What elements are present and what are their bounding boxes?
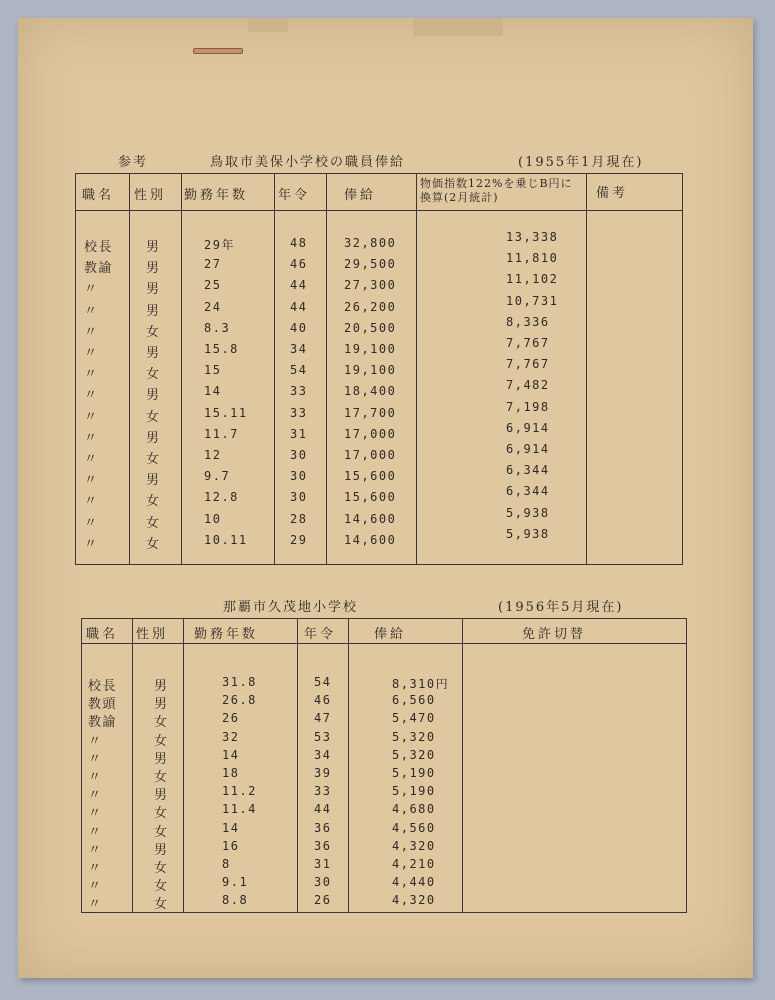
cell-converted: 10,731 <box>506 294 559 308</box>
cell-years: 18 <box>222 766 240 780</box>
header-post: 職名 <box>82 188 115 203</box>
cell-age: 33 <box>314 784 332 798</box>
cell-converted: 7,198 <box>506 400 550 414</box>
cell-years: 8 <box>222 857 231 871</box>
cell-salary: 5,190 <box>392 766 436 780</box>
cell-post: 〃 <box>88 770 103 785</box>
cell-salary: 15,600 <box>344 490 397 504</box>
cell-age: 46 <box>290 257 308 271</box>
cell-salary: 15,600 <box>344 469 397 483</box>
cell-post: 教諭 <box>84 261 114 276</box>
cell-years: 8.8 <box>222 893 249 907</box>
cell-post: 〃 <box>84 282 99 297</box>
cell-post: 〃 <box>84 431 99 446</box>
cell-salary: 14,600 <box>344 512 397 526</box>
cell-converted: 6,914 <box>506 421 550 435</box>
cell-salary: 17,000 <box>344 448 397 462</box>
cell-sex: 女 <box>154 861 169 876</box>
cell-converted: 8,336 <box>506 315 550 329</box>
header-age: 年令 <box>278 188 311 203</box>
cell-salary: 5,320 <box>392 748 436 762</box>
cell-years: 15 <box>204 363 222 377</box>
cell-sex: 女 <box>154 770 169 785</box>
cell-age: 31 <box>290 427 308 441</box>
cell-post: 〃 <box>88 806 103 821</box>
cell-years: 14 <box>222 748 240 762</box>
table2-title: 那覇市久茂地小学校 <box>223 600 359 615</box>
cell-converted: 7,767 <box>506 357 550 371</box>
cell-years: 29年 <box>204 238 235 252</box>
cell-sex: 男 <box>146 304 161 319</box>
cell-salary: 4,440 <box>392 875 436 889</box>
table2-date: (1956年5月現在) <box>498 600 624 615</box>
cell-salary: 26,200 <box>344 300 397 314</box>
column-divider <box>132 619 133 912</box>
cell-age: 34 <box>314 748 332 762</box>
cell-converted: 7,482 <box>506 378 550 392</box>
cell-sex: 女 <box>146 325 161 340</box>
cell-years: 26 <box>222 711 240 725</box>
cell-converted: 5,938 <box>506 506 550 520</box>
cell-sex: 女 <box>154 734 169 749</box>
column-divider <box>586 174 587 564</box>
cell-sex: 女 <box>154 715 169 730</box>
cell-years: 24 <box>204 300 222 314</box>
cell-salary: 32,800 <box>344 236 397 250</box>
cell-salary: 19,100 <box>344 342 397 356</box>
cell-post: 〃 <box>88 788 103 803</box>
cell-age: 44 <box>290 300 308 314</box>
cell-converted: 6,344 <box>506 484 550 498</box>
cell-age: 29 <box>290 533 308 547</box>
cell-age: 53 <box>314 730 332 744</box>
column-divider <box>462 619 463 912</box>
column-divider <box>297 619 298 912</box>
cell-sex: 男 <box>154 843 169 858</box>
cell-salary: 20,500 <box>344 321 397 335</box>
column-divider <box>129 174 130 564</box>
cell-salary: 19,100 <box>344 363 397 377</box>
cell-years: 32 <box>222 730 240 744</box>
cell-post: 校長 <box>88 679 118 694</box>
cell-post: 〃 <box>88 825 103 840</box>
cell-age: 28 <box>290 512 308 526</box>
header-sex: 性別 <box>134 188 167 203</box>
cell-age: 36 <box>314 821 332 835</box>
header-post: 職名 <box>86 627 119 642</box>
cell-salary: 6,560 <box>392 693 436 707</box>
cell-sex: 男 <box>154 697 169 712</box>
cell-sex: 男 <box>146 431 161 446</box>
cell-salary: 4,560 <box>392 821 436 835</box>
header-converted: 物価指数122%を乗じB円に換算(2月統計) <box>420 177 573 204</box>
cell-age: 34 <box>290 342 308 356</box>
cell-sex: 女 <box>146 410 161 425</box>
cell-post: 〃 <box>84 410 99 425</box>
cell-converted: 6,344 <box>506 463 550 477</box>
cell-post: 〃 <box>88 879 103 894</box>
cell-salary: 5,320 <box>392 730 436 744</box>
cell-age: 39 <box>314 766 332 780</box>
cell-years: 10 <box>204 512 222 526</box>
cell-years: 14 <box>222 821 240 835</box>
cell-years: 10.11 <box>204 533 248 547</box>
cell-sex: 男 <box>146 473 161 488</box>
cell-salary: 18,400 <box>344 384 397 398</box>
cell-sex: 男 <box>146 282 161 297</box>
cell-age: 30 <box>290 448 308 462</box>
cell-sex: 女 <box>154 879 169 894</box>
cell-age: 36 <box>314 839 332 853</box>
cell-years: 15.8 <box>204 342 239 356</box>
cell-salary: 4,680 <box>392 802 436 816</box>
cell-post: 〃 <box>84 367 99 382</box>
cell-age: 30 <box>314 875 332 889</box>
cell-converted: 5,938 <box>506 527 550 541</box>
header-sex: 性別 <box>136 627 169 642</box>
cell-years: 11.2 <box>222 784 257 798</box>
table1-date: (1955年1月現在) <box>518 155 644 170</box>
torn-edge <box>248 18 288 32</box>
cell-years: 12.8 <box>204 490 239 504</box>
cell-salary: 29,500 <box>344 257 397 271</box>
paper-sheet <box>18 18 753 978</box>
column-divider <box>274 174 275 564</box>
cell-salary: 14,600 <box>344 533 397 547</box>
cell-years: 27 <box>204 257 222 271</box>
cell-years: 9.7 <box>204 469 231 483</box>
column-divider <box>183 619 184 912</box>
cell-salary: 5,190 <box>392 784 436 798</box>
cell-sex: 女 <box>154 897 169 912</box>
header-years: 勤務年数 <box>194 627 259 642</box>
cell-age: 48 <box>290 236 308 250</box>
cell-sex: 男 <box>146 240 161 255</box>
cell-sex: 男 <box>146 388 161 403</box>
cell-years: 26.8 <box>222 693 257 707</box>
cell-sex: 女 <box>154 806 169 821</box>
header-age: 年令 <box>304 627 337 642</box>
cell-years: 8.3 <box>204 321 231 335</box>
cell-post: 〃 <box>84 473 99 488</box>
cell-post: 〃 <box>84 452 99 467</box>
cell-post: 〃 <box>88 752 103 767</box>
cell-post: 〃 <box>84 494 99 509</box>
cell-post: 〃 <box>88 861 103 876</box>
header-remarks: 備考 <box>596 186 629 201</box>
table1-title: 鳥取市美保小学校の職員俸給 <box>210 155 406 170</box>
header-license: 免許切替 <box>522 627 587 642</box>
cell-converted: 11,102 <box>506 272 559 286</box>
cell-converted: 7,767 <box>506 336 550 350</box>
cell-age: 47 <box>314 711 332 725</box>
cell-age: 30 <box>290 469 308 483</box>
cell-years: 16 <box>222 839 240 853</box>
cell-post: 〃 <box>84 516 99 531</box>
cell-post: 〃 <box>88 843 103 858</box>
cell-salary: 4,320 <box>392 893 436 907</box>
cell-post: 〃 <box>84 304 99 319</box>
cell-converted: 13,338 <box>506 230 559 244</box>
cell-salary: 8,310円 <box>392 677 450 691</box>
cell-salary: 5,470 <box>392 711 436 725</box>
cell-salary: 17,700 <box>344 406 397 420</box>
cell-post: 〃 <box>88 734 103 749</box>
torn-edge <box>413 18 503 36</box>
cell-sex: 男 <box>146 346 161 361</box>
cell-age: 46 <box>314 693 332 707</box>
cell-post: 〃 <box>84 325 99 340</box>
cell-sex: 男 <box>146 261 161 276</box>
cell-post: 校長 <box>84 240 114 255</box>
cell-years: 15.11 <box>204 406 248 420</box>
salary-table-naha <box>81 618 687 913</box>
cell-post: 〃 <box>84 537 99 552</box>
cell-years: 31.8 <box>222 675 257 689</box>
cell-sex: 女 <box>146 494 161 509</box>
cell-age: 44 <box>314 802 332 816</box>
cell-years: 25 <box>204 278 222 292</box>
cell-age: 54 <box>290 363 308 377</box>
cell-years: 9.1 <box>222 875 249 889</box>
cell-sex: 女 <box>146 537 161 552</box>
cell-age: 33 <box>290 406 308 420</box>
cell-age: 33 <box>290 384 308 398</box>
cell-years: 11.4 <box>222 802 257 816</box>
column-divider <box>416 174 417 564</box>
cell-sex: 男 <box>154 679 169 694</box>
header-salary: 俸給 <box>374 627 407 642</box>
cell-age: 40 <box>290 321 308 335</box>
cell-post: 教諭 <box>88 715 118 730</box>
cell-salary: 17,000 <box>344 427 397 441</box>
column-divider <box>326 174 327 564</box>
salary-table-tottori <box>75 173 683 565</box>
cell-converted: 6,914 <box>506 442 550 456</box>
cell-age: 44 <box>290 278 308 292</box>
cell-sex: 女 <box>146 367 161 382</box>
header-years: 勤務年数 <box>184 188 249 203</box>
staple-mark <box>193 48 243 54</box>
column-divider <box>348 619 349 912</box>
cell-sex: 男 <box>154 752 169 767</box>
table-header-row <box>76 174 682 211</box>
cell-sex: 女 <box>146 516 161 531</box>
cell-converted: 11,810 <box>506 251 559 265</box>
cell-sex: 女 <box>154 825 169 840</box>
cell-salary: 4,210 <box>392 857 436 871</box>
cell-age: 31 <box>314 857 332 871</box>
cell-post: 教頭 <box>88 697 118 712</box>
cell-salary: 27,300 <box>344 278 397 292</box>
cell-years: 11.7 <box>204 427 239 441</box>
cell-age: 26 <box>314 893 332 907</box>
cell-salary: 4,320 <box>392 839 436 853</box>
cell-sex: 女 <box>146 452 161 467</box>
cell-years: 14 <box>204 384 222 398</box>
cell-post: 〃 <box>88 897 103 912</box>
cell-post: 〃 <box>84 388 99 403</box>
cell-age: 30 <box>290 490 308 504</box>
cell-years: 12 <box>204 448 222 462</box>
reference-label: 参考 <box>118 155 149 170</box>
cell-age: 54 <box>314 675 332 689</box>
cell-post: 〃 <box>84 346 99 361</box>
column-divider <box>181 174 182 564</box>
header-salary: 俸給 <box>344 188 377 203</box>
cell-sex: 男 <box>154 788 169 803</box>
